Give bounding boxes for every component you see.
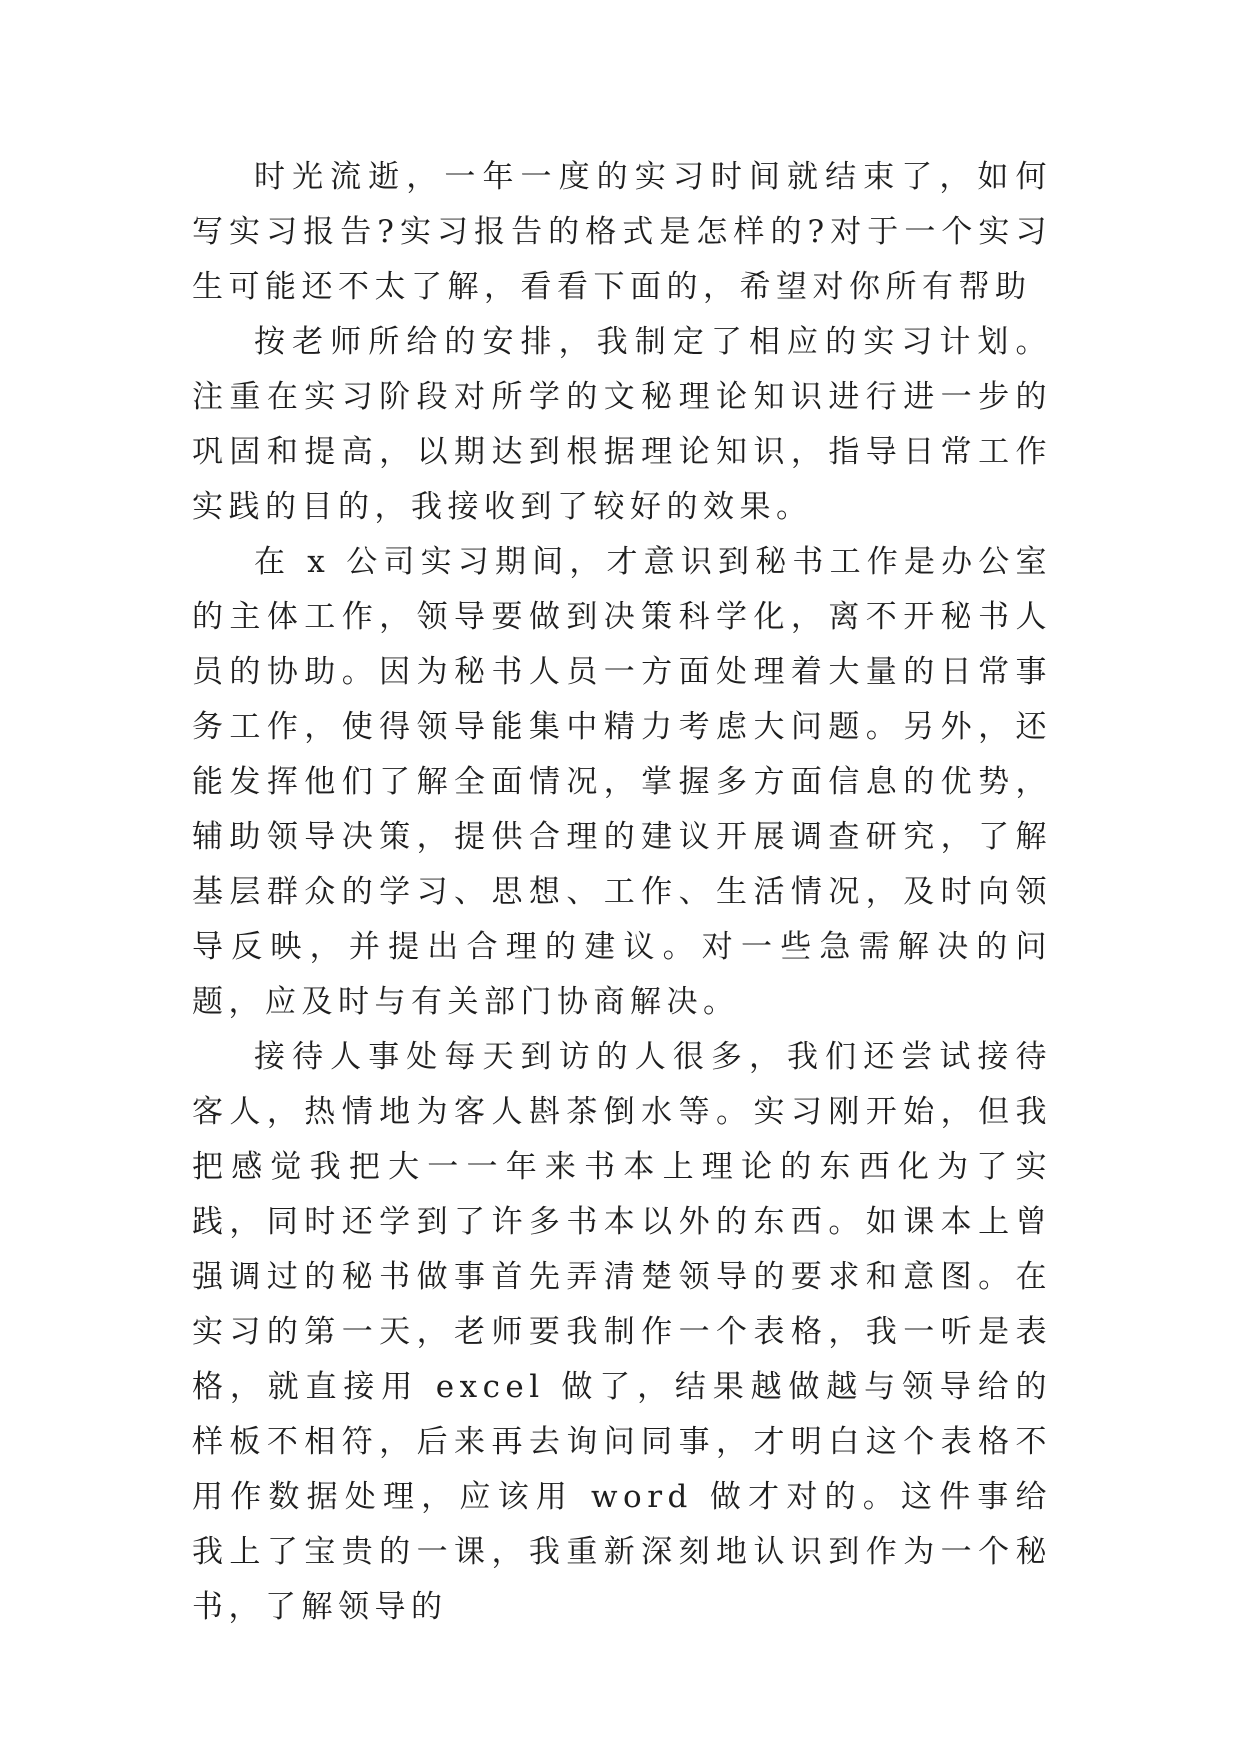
document-body [192,150,1052,1635]
paragraph-reception: 接待人事处每天到访的人很多，我们还尝试接待客人，热情地为客人斟茶倒水等。实习刚开始，但我把感觉我把大一一年来书本上理论的东西化为了实践，同时还学到了许多书本以外的东西。如课本上曾强调过的秘书做事首先弄清楚领导的要求和意图。在实习的第一天，老师要我制作一个表格，我一听是表格，就直接用 excel 做了，结果越做越与领导给的样板不相符，后来再去询问同事，才明白这个表格不用作数据处理，应该用 word 做才对的。这件事给我上了宝贵的一课，我重新深刻地认识到作为一个秘书，了解领导的 [192,1039,1052,1625]
paragraph-plan: 按老师所给的安排，我制定了相应的实习计划。注重在实习阶段对所学的文秘理论知识进行进一步的巩固和提高，以期达到根据理论知识，指导日常工作实践的目的，我接收到了较好的效果。 [192,324,1052,525]
paragraph-secretary-work: 在 x 公司实习期间，才意识到秘书工作是办公室的主体工作，领导要做到决策科学化，离不开秘书人员的协助。因为秘书人员一方面处理着大量的日常事务工作，使得领导能集中精力考虑大问题。另外，还能发挥他们了解全面情况，掌握多方面信息的优势，辅助领导决策，提供合理的建议开展调查研究，了解基层群众的学习、思想、工作、生活情况，及时向领导反映，并提出合理的建议。对一些急需解决的问题，应及时与有关部门协商解决。 [192,544,1052,1020]
paragraph-intro: 时光流逝，一年一度的实习时间就结束了，如何写实习报告?实习报告的格式是怎样的?对于一个实习生可能还不太了解，看看下面的，希望对你所有帮助 [192,159,1052,305]
